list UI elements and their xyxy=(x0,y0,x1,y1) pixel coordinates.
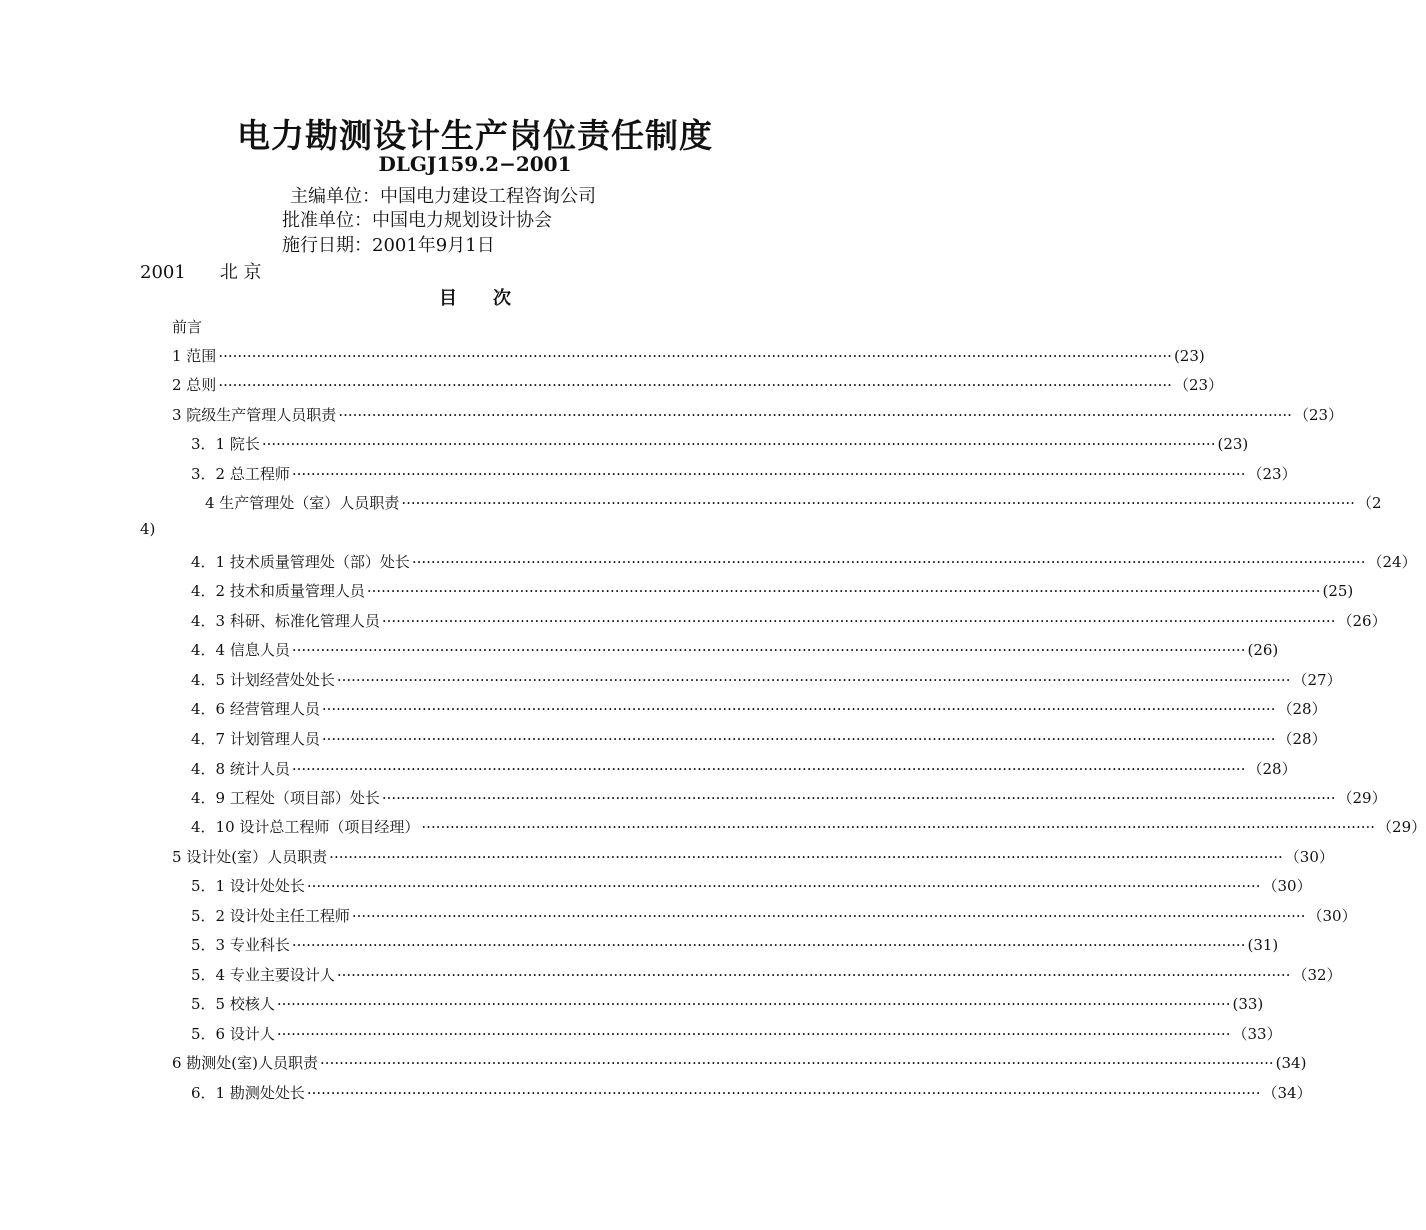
toc-entry-label: 2 总则 xyxy=(172,376,217,394)
toc-leader-dots: ········································································································································································································ xyxy=(381,612,1336,630)
toc-entry-label: 5．5 校核人 xyxy=(191,995,275,1013)
toc-entry-page: (23) xyxy=(1173,347,1205,365)
toc-entry-page: （33） xyxy=(1232,1025,1282,1043)
toc-entry-label: 3 院级生产管理人员职责 xyxy=(172,406,337,424)
toc-entry-label: 4．8 统计人员 xyxy=(191,760,290,778)
toc-entry[interactable] xyxy=(191,728,1327,748)
toc-entry-page: （24） xyxy=(1367,553,1417,571)
toc-leader-dots: ········································································································································································································ xyxy=(411,553,1366,571)
publication-place xyxy=(140,258,262,284)
toc-entry[interactable] xyxy=(172,1052,1307,1072)
toc-entry[interactable] xyxy=(191,905,1357,925)
toc-entry-label: 5．2 设计处主任工程师 xyxy=(191,907,350,925)
toc-entry-page: （26） xyxy=(1337,612,1387,630)
toc-entry-page: （2 xyxy=(1356,494,1382,512)
toc-entry-page: （23） xyxy=(1173,376,1224,394)
toc-entry-page: （29） xyxy=(1377,818,1426,836)
toc-leader-dots: ········································································································································································································ xyxy=(329,848,1283,866)
toc-entry-label: 3．1 院长 xyxy=(191,435,260,453)
toc-leader-dots: ········································································································································································································ xyxy=(320,1054,1274,1072)
toc-leader-dots: ········································································································································································································ xyxy=(218,376,1172,394)
toc-entry-label: 4．5 计划经营处处长 xyxy=(191,671,335,689)
toc-entry-label: 4．9 工程处（项目部）处长 xyxy=(191,789,380,807)
toc-entry[interactable] xyxy=(191,816,1426,836)
toc-entry[interactable] xyxy=(191,1082,1312,1102)
toc-entry-label: 1 范围 xyxy=(172,347,217,365)
toc-leader-dots: ········································································································································································································ xyxy=(336,671,1291,689)
toc-entry-label: 4 生产管理处（室）人员职责 xyxy=(205,494,400,512)
toc-leader-dots: ········································································································································································································ xyxy=(351,907,1306,925)
toc-leader-dots: ········································································································································································································ xyxy=(261,435,1216,453)
toc-entry-label: 5．4 专业主要设计人 xyxy=(191,966,335,984)
toc-entry-page: （23） xyxy=(1247,465,1297,483)
toc-leader-dots: ········································································································································································································ xyxy=(321,730,1276,748)
toc-entry-page: （30） xyxy=(1284,848,1334,866)
toc-entry-page: （28） xyxy=(1277,730,1327,748)
toc-entry[interactable] xyxy=(191,580,1354,600)
toc-leader-dots: ········································································································································································································ xyxy=(401,494,1355,512)
toc-entry[interactable] xyxy=(191,787,1387,807)
toc-entry-page: (34) xyxy=(1275,1054,1307,1072)
toc-entry-page: (31) xyxy=(1247,936,1279,954)
toc-entry[interactable] xyxy=(205,492,1382,512)
toc-entry[interactable] xyxy=(172,846,1334,866)
toc-entry[interactable] xyxy=(191,669,1342,689)
toc-entry-label: 4．1 技术质量管理处（部）处长 xyxy=(191,553,410,571)
toc-entry[interactable] xyxy=(191,463,1297,483)
toc-entry-label: 5．1 设计处处长 xyxy=(191,877,305,895)
document-title: 电力勘测设计生产岗位责任制度 xyxy=(237,116,713,155)
toc-entry-page: （30） xyxy=(1262,877,1312,895)
toc-leader-dots: ········································································································································································································ xyxy=(291,936,1246,954)
toc-entry-label: 4．7 计划管理人员 xyxy=(191,730,320,748)
toc-entry[interactable] xyxy=(172,404,1344,424)
publication-year: 2001 xyxy=(140,262,186,283)
toc-entry-label: 6．1 勘测处处长 xyxy=(191,1084,305,1102)
toc-leader-dots: ········································································································································································································ xyxy=(366,582,1321,600)
toc-entry-page: (25) xyxy=(1322,582,1354,600)
toc-entry-label: 4．3 科研、标准化管理人员 xyxy=(191,612,380,630)
toc-entry-label: 5．6 设计人 xyxy=(191,1025,275,1043)
toc-entry-label: 6 勘测处(室)人员职责 xyxy=(172,1054,319,1072)
approval-unit: 批准单位：中国电力规划设计协会 xyxy=(282,210,552,231)
toc-entry-label: 5 设计处(室）人员职责 xyxy=(172,848,328,866)
toc-entry[interactable] xyxy=(191,639,1279,659)
toc-leader-dots: ········································································································································································································ xyxy=(276,995,1231,1013)
toc-leader-dots: ········································································································································································································ xyxy=(321,700,1276,718)
toc-leader-dots: ········································································································································································································ xyxy=(291,760,1246,778)
toc-entry[interactable] xyxy=(191,551,1417,571)
toc-entry[interactable] xyxy=(191,698,1327,718)
toc-entry-page: （27） xyxy=(1292,671,1342,689)
toc-entry-page: （28） xyxy=(1277,700,1327,718)
toc-leader-dots: ········································································································································································································ xyxy=(291,641,1246,659)
toc-entry-page: (33) xyxy=(1232,995,1264,1013)
toc-leader-dots: ········································································································································································································ xyxy=(306,1084,1261,1102)
toc-entry-label: 4．2 技术和质量管理人员 xyxy=(191,582,365,600)
toc-entry[interactable] xyxy=(191,875,1312,895)
toc-entry-preface[interactable] xyxy=(172,316,202,336)
toc-leader-dots: ········································································································································································································ xyxy=(291,465,1246,483)
toc-entry-label: 3．2 总工程师 xyxy=(191,465,290,483)
toc-entry[interactable] xyxy=(172,374,1224,394)
toc-entry-label: 5．3 专业科长 xyxy=(191,936,290,954)
toc-entry-page: （28） xyxy=(1247,760,1297,778)
toc-entry[interactable] xyxy=(191,1023,1282,1043)
toc-entry-label: 4．6 经营管理人员 xyxy=(191,700,320,718)
toc-entry-label: 4．4 信息人员 xyxy=(191,641,290,659)
toc-leader-dots: ········································································································································································································ xyxy=(338,406,1292,424)
toc-entry-page: （30） xyxy=(1307,907,1357,925)
toc-entry-page: （23） xyxy=(1293,406,1344,424)
toc-entry-page: （32） xyxy=(1292,966,1342,984)
toc-leader-dots: ········································································································································································································ xyxy=(336,966,1291,984)
toc-entry-page: (26) xyxy=(1247,641,1279,659)
toc-entry[interactable] xyxy=(191,758,1297,778)
toc-entry-page: （34） xyxy=(1262,1084,1312,1102)
chief-editor-unit: 主编单位：中国电力建设工程咨询公司 xyxy=(290,186,596,207)
toc-leader-dots: ········································································································································································································ xyxy=(381,789,1336,807)
toc-heading: 目 次 xyxy=(439,288,511,309)
toc-entry[interactable] xyxy=(172,345,1205,365)
toc-entry-page: （29） xyxy=(1337,789,1387,807)
toc-entry[interactable] xyxy=(191,964,1342,984)
effective-date: 施行日期：2001年9月1日 xyxy=(282,235,495,256)
toc-entry-page: (23) xyxy=(1217,435,1249,453)
toc-entry[interactable] xyxy=(191,993,1264,1013)
toc-leader-dots: ········································································································································································································ xyxy=(276,1025,1231,1043)
toc-leader-dots: ········································································································································································································ xyxy=(421,818,1376,836)
toc-entry[interactable] xyxy=(191,433,1249,453)
toc-leader-dots: ········································································································································································································ xyxy=(306,877,1261,895)
toc-entry-page-continued: 4) xyxy=(140,520,156,538)
standard-code: DLGJ159.2−2001 xyxy=(378,152,572,176)
toc-entry-label: 前言 xyxy=(172,318,203,336)
toc-leader-dots: ········································································································································································································ xyxy=(218,347,1172,365)
toc-entry-label: 4．10 设计总工程师（项目经理） xyxy=(191,818,420,836)
toc-entry[interactable] xyxy=(191,934,1279,954)
publication-city: 北 京 xyxy=(219,262,262,283)
toc-entry[interactable] xyxy=(191,610,1387,630)
